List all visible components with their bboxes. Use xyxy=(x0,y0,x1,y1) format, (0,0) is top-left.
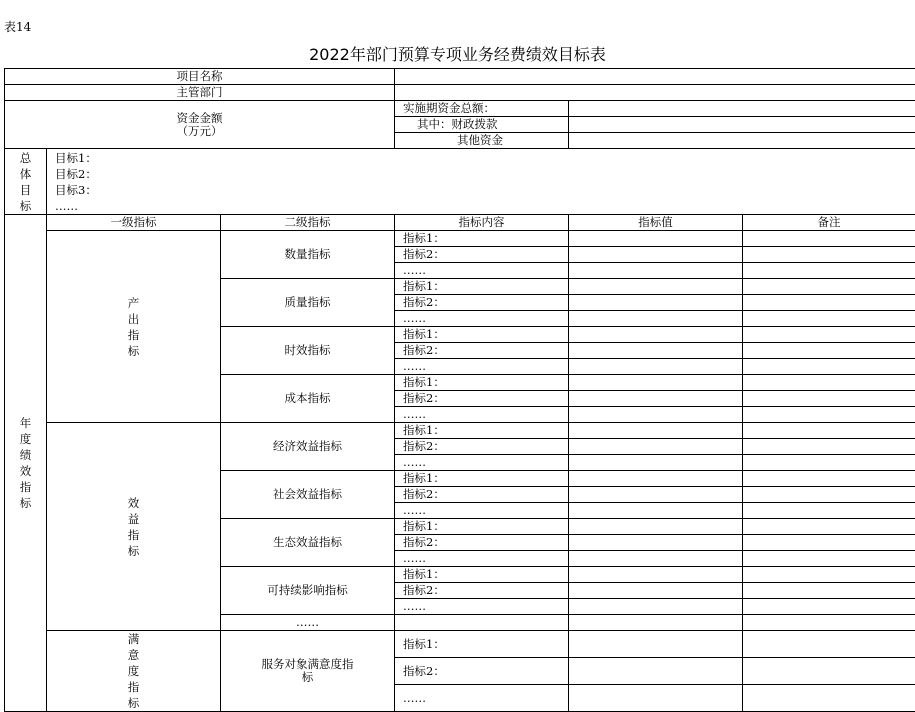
goal-more: …… xyxy=(55,198,915,214)
indicator-row xyxy=(5,631,915,658)
indicator-value[interactable] xyxy=(569,631,743,658)
indicator-content[interactable]: …… xyxy=(395,599,569,615)
overall-target-label: 总 体 目 标 xyxy=(5,149,47,215)
indicator-value[interactable] xyxy=(569,407,743,423)
department-label: 主管部门 xyxy=(5,85,395,101)
indicator-value[interactable] xyxy=(569,551,743,567)
annual-indicator-label: 年 度 绩 效 指 标 xyxy=(5,215,47,712)
indicator-remark[interactable] xyxy=(743,359,915,375)
funds-unit: （万元） xyxy=(5,125,394,138)
indicator-content[interactable]: 指标2： xyxy=(395,487,569,503)
indicator-remark[interactable] xyxy=(743,263,915,279)
project-name-label: 项目名称 xyxy=(5,69,395,85)
indicator-content[interactable]: 指标1： xyxy=(395,327,569,343)
funds-fiscal-value[interactable] xyxy=(569,117,915,133)
indicator-remark[interactable] xyxy=(743,658,915,685)
indicator-remark[interactable] xyxy=(743,535,915,551)
indicator-remark[interactable] xyxy=(743,455,915,471)
indicator-value[interactable] xyxy=(569,455,743,471)
indicator-value[interactable] xyxy=(569,327,743,343)
goal-2: 目标2： xyxy=(55,166,915,182)
indicator-content[interactable]: …… xyxy=(395,455,569,471)
indicator-content[interactable]: …… xyxy=(395,685,569,712)
level2-indicator: 质量指标 xyxy=(221,279,395,327)
funds-fiscal-label: 其中：财政拨款 xyxy=(395,117,569,133)
indicator-value[interactable] xyxy=(569,519,743,535)
level1-indicator: 效 益 指 标 xyxy=(47,423,221,631)
indicator-value[interactable] xyxy=(569,311,743,327)
funds-other-label: 其他资金 xyxy=(395,133,569,149)
level2-indicator: 社会效益指标 xyxy=(221,471,395,519)
project-name-value[interactable] xyxy=(395,69,915,85)
indicator-content[interactable]: 指标2： xyxy=(395,343,569,359)
indicator-content[interactable]: …… xyxy=(395,359,569,375)
performance-target-table xyxy=(4,68,915,712)
indicator-content[interactable]: 指标1： xyxy=(395,567,569,583)
indicator-remark[interactable] xyxy=(743,343,915,359)
indicator-content[interactable]: 指标2： xyxy=(395,295,569,311)
indicator-content[interactable]: 指标1： xyxy=(395,279,569,295)
level2-indicator: 生态效益指标 xyxy=(221,519,395,567)
funds-total-value[interactable] xyxy=(569,101,915,117)
indicator-value[interactable] xyxy=(569,423,743,439)
level2-indicator: 可持续影响指标 xyxy=(221,567,395,615)
funds-label-cell xyxy=(5,101,395,149)
header-remark: 备注 xyxy=(743,215,915,231)
department-value[interactable] xyxy=(395,85,915,101)
indicator-content[interactable]: 指标1： xyxy=(395,375,569,391)
indicator-remark[interactable] xyxy=(743,327,915,343)
indicator-value[interactable] xyxy=(569,471,743,487)
indicator-remark[interactable] xyxy=(743,685,915,712)
header-value: 指标值 xyxy=(569,215,743,231)
header-content: 指标内容 xyxy=(395,215,569,231)
indicator-value[interactable] xyxy=(569,263,743,279)
indicator-content[interactable]: 指标1： xyxy=(395,231,569,247)
level2-indicator: 数量指标 xyxy=(221,231,395,279)
indicator-content[interactable]: 指标2： xyxy=(395,439,569,455)
indicator-value[interactable] xyxy=(569,599,743,615)
indicator-content[interactable]: …… xyxy=(395,503,569,519)
funds-label: 资金金额 xyxy=(5,112,394,125)
funds-other-value[interactable] xyxy=(569,133,915,149)
level1-indicator: 产 出 指 标 xyxy=(47,231,221,423)
indicator-remark[interactable] xyxy=(743,423,915,439)
indicator-content[interactable]: 指标2： xyxy=(395,391,569,407)
indicator-value[interactable] xyxy=(569,279,743,295)
indicator-remark[interactable] xyxy=(743,599,915,615)
indicator-remark[interactable] xyxy=(743,375,915,391)
page-title: 2022年部门预算专项业务经费绩效目标表 xyxy=(0,42,915,65)
indicator-value[interactable] xyxy=(569,247,743,263)
indicator-remark[interactable] xyxy=(743,503,915,519)
level1-indicator: 满 意 度 指 标 xyxy=(47,631,221,712)
indicator-value[interactable] xyxy=(569,535,743,551)
indicator-content[interactable]: …… xyxy=(395,551,569,567)
indicator-value[interactable] xyxy=(569,615,743,631)
indicator-content[interactable]: 指标2： xyxy=(395,658,569,685)
indicator-content[interactable]: 指标2： xyxy=(395,247,569,263)
indicator-content[interactable]: 指标1： xyxy=(395,423,569,439)
indicator-row xyxy=(5,231,915,247)
indicator-content[interactable] xyxy=(395,615,569,631)
table-number: 表14 xyxy=(4,18,31,35)
indicator-content[interactable]: 指标1： xyxy=(395,519,569,535)
indicator-remark[interactable] xyxy=(743,407,915,423)
indicator-remark[interactable] xyxy=(743,551,915,567)
indicator-content[interactable]: …… xyxy=(395,311,569,327)
indicator-value[interactable] xyxy=(569,439,743,455)
funds-total-label: 实施期资金总额： xyxy=(395,101,569,117)
indicator-remark[interactable] xyxy=(743,439,915,455)
indicator-remark[interactable] xyxy=(743,231,915,247)
goal-1: 目标1： xyxy=(55,150,915,166)
indicator-value[interactable] xyxy=(569,567,743,583)
indicator-remark[interactable] xyxy=(743,487,915,503)
indicator-value[interactable] xyxy=(569,503,743,519)
indicator-remark[interactable] xyxy=(743,631,915,658)
indicator-remark[interactable] xyxy=(743,247,915,263)
header-level2: 二级指标 xyxy=(221,215,395,231)
indicator-remark[interactable] xyxy=(743,391,915,407)
indicator-remark[interactable] xyxy=(743,471,915,487)
indicator-content[interactable]: 指标2： xyxy=(395,535,569,551)
indicator-content[interactable]: 指标2： xyxy=(395,583,569,599)
overall-target-content[interactable] xyxy=(47,149,915,215)
goal-3: 目标3： xyxy=(55,182,915,198)
indicator-content[interactable]: 指标1： xyxy=(395,471,569,487)
indicator-value[interactable] xyxy=(569,685,743,712)
indicator-remark[interactable] xyxy=(743,567,915,583)
indicator-content[interactable]: …… xyxy=(395,263,569,279)
indicator-remark[interactable] xyxy=(743,311,915,327)
level2-indicator: 时效指标 xyxy=(221,327,395,375)
indicator-value[interactable] xyxy=(569,391,743,407)
indicator-remark[interactable] xyxy=(743,519,915,535)
indicator-remark[interactable] xyxy=(743,295,915,311)
indicator-value[interactable] xyxy=(569,487,743,503)
level2-indicator: 经济效益指标 xyxy=(221,423,395,471)
indicator-value[interactable] xyxy=(569,359,743,375)
header-level1: 一级指标 xyxy=(47,215,221,231)
indicator-value[interactable] xyxy=(569,231,743,247)
indicator-remark[interactable] xyxy=(743,583,915,599)
indicator-content[interactable]: 指标1： xyxy=(395,631,569,658)
indicator-value[interactable] xyxy=(569,583,743,599)
indicator-remark[interactable] xyxy=(743,279,915,295)
level2-indicator: 服务对象满意度指标 xyxy=(221,631,395,712)
level2-indicator: 成本指标 xyxy=(221,375,395,423)
level2-indicator-more: …… xyxy=(221,615,395,631)
indicator-value[interactable] xyxy=(569,295,743,311)
indicator-row xyxy=(5,423,915,439)
indicator-value[interactable] xyxy=(569,375,743,391)
indicator-value[interactable] xyxy=(569,658,743,685)
indicator-remark[interactable] xyxy=(743,615,915,631)
indicator-value[interactable] xyxy=(569,343,743,359)
indicator-content[interactable]: …… xyxy=(395,407,569,423)
